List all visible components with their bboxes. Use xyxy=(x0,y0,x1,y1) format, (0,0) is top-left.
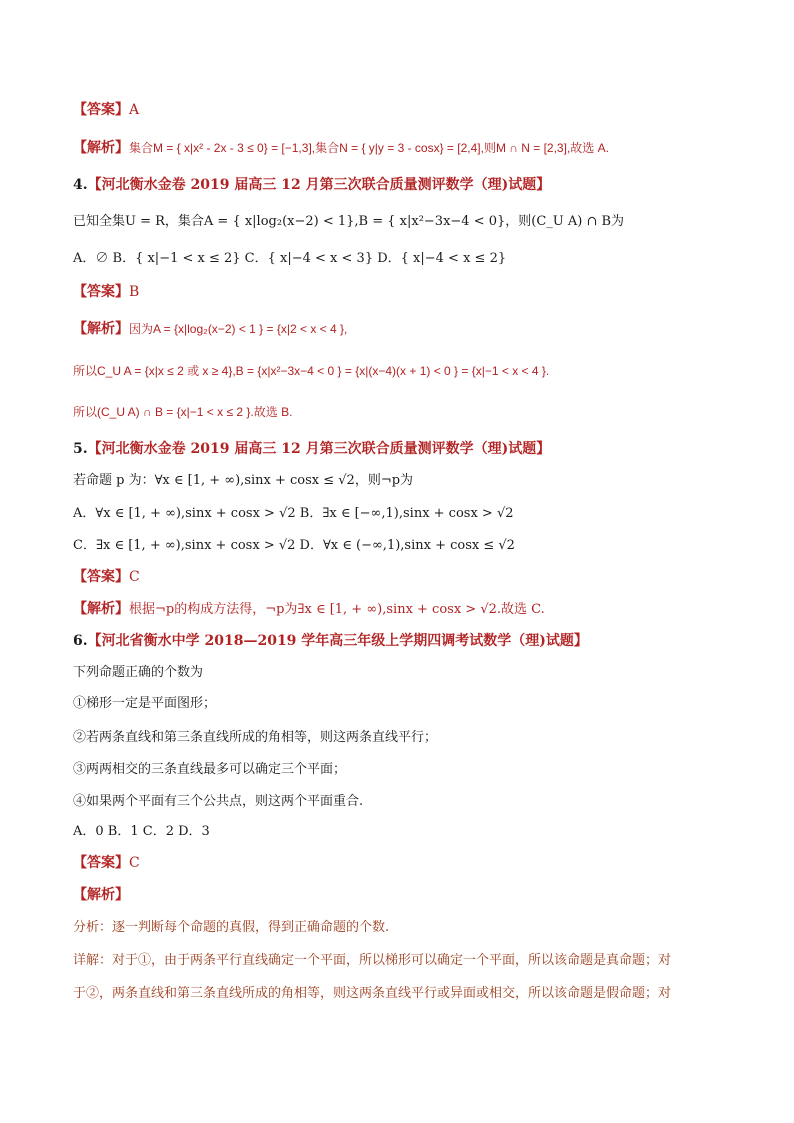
q6-fenxi: 分析：逐一判断每个命题的真假，得到正确命题的个数. xyxy=(73,920,390,935)
analysis-label: 【解析】 xyxy=(73,140,129,156)
q6-item-3: ③两两相交的三条直线最多可以确定三个平面； xyxy=(73,762,347,777)
q4-source: 【河北衡水金卷 2019 届高三 12 月第三次联合质量测评数学（理)试题】 xyxy=(87,177,551,193)
q5-answer-line xyxy=(73,568,140,587)
q4-analysis-line-1 xyxy=(73,320,347,339)
q5-options-1: A．∀x ∈ [1, + ∞),sinx + cosx > √2 B．∃x ∈ [−∞,1),sinx + cosx > √2 xyxy=(73,506,514,521)
q6-answer: C xyxy=(129,855,140,871)
q6-item-4: ④如果两个平面有三个公共点，则这两个平面重合. xyxy=(73,794,364,809)
q5-number: 5. xyxy=(73,441,88,457)
q5-header xyxy=(73,440,550,458)
answer-label: 【答案】 xyxy=(73,855,129,871)
q6-header xyxy=(73,632,588,650)
analysis-label: 【解析】 xyxy=(73,321,129,337)
answer-label: 【答案】 xyxy=(73,569,129,585)
q4-stem: 已知全集U = R，集合A = { x|log₂(x−2) < 1},B = { x|x²−3x−4 < 0}，则(C_U A) ∩ B为 xyxy=(73,214,625,229)
analysis-label: 【解析】 xyxy=(73,601,129,617)
analysis-label: 【解析】 xyxy=(73,887,129,903)
q6-item-2: ②若两条直线和第三条直线所成的角相等，则这两条直线平行； xyxy=(73,730,438,745)
q6-detail-1: 详解：对于①，由于两条平行直线确定一个平面，所以梯形可以确定一个平面，所以该命题是真命题；对 xyxy=(73,953,672,968)
q6-options: A．0 B．1 C．2 D．3 xyxy=(73,824,210,839)
q6-stem: 下列命题正确的个数为 xyxy=(73,665,204,680)
q4-analysis-2: 所以C_U A = {x|x ≤ 2 或 x ≥ 4},B = {x|x²−3x−4 < 0 } = {x|(x−4)(x + 1) < 0 } = {x|−1 < x < 4 }. xyxy=(73,364,550,378)
answer-label: 【答案】 xyxy=(73,284,129,300)
q4-analysis-3: 所以(C_U A) ∩ B = {x|−1 < x ≤ 2 }.故选 B. xyxy=(73,405,293,419)
q6-analysis-line xyxy=(73,886,129,905)
answer-label: 【答案】 xyxy=(73,102,129,118)
q6-source: 【河北省衡水中学 2018—2019 学年高三年级上学期四调考试数学（理)试题】 xyxy=(87,633,588,649)
q3-answer: A xyxy=(129,102,140,118)
q4-options: A．∅ B．{ x|−1 < x ≤ 2} C．{ x|−4 < x < 3} D．{ x|−4 < x ≤ 2} xyxy=(73,251,507,266)
q6-detail-2: 于②，两条直线和第三条直线所成的角相等，则这两条直线平行或异面或相交，所以该命题是假命题；对 xyxy=(73,986,672,1001)
q4-analysis-1: 因为A = {x|log₂(x−2) < 1 } = {x|2 < x < 4 }, xyxy=(129,322,348,336)
q5-analysis: 根据¬p的构成方法得，¬p为∃x ∈ [1, + ∞),sinx + cosx > √2.故选 C. xyxy=(129,602,545,617)
q4-answer: B xyxy=(129,284,140,300)
q4-answer-line xyxy=(73,283,139,302)
q5-source: 【河北衡水金卷 2019 届高三 12 月第三次联合质量测评数学（理)试题】 xyxy=(87,441,551,457)
q6-answer-line xyxy=(73,854,140,873)
q6-item-1: ①梯形一定是平面图形； xyxy=(73,696,217,711)
q5-options-2: C．∃x ∈ [1, + ∞),sinx + cosx > √2 D．∀x ∈ (−∞,1),sinx + cosx ≤ √2 xyxy=(73,538,515,553)
q4-header xyxy=(73,176,550,194)
q3-analysis-line xyxy=(73,139,609,158)
q5-stem: 若命题 p 为：∀x ∈ [1, + ∞),sinx + cosx ≤ √2，则¬p为 xyxy=(73,473,414,488)
q5-analysis-line xyxy=(73,600,545,619)
q4-number: 4. xyxy=(73,177,88,193)
q3-answer-line xyxy=(73,101,139,120)
q5-answer: C xyxy=(129,569,140,585)
q6-number: 6. xyxy=(73,633,88,649)
q3-analysis: 集合M = { x|x² - 2x - 3 ≤ 0} = [−1,3],集合N = { y|y = 3 - cosx} = [2,4],则M ∩ N = [2,3],故选 A. xyxy=(129,141,609,155)
